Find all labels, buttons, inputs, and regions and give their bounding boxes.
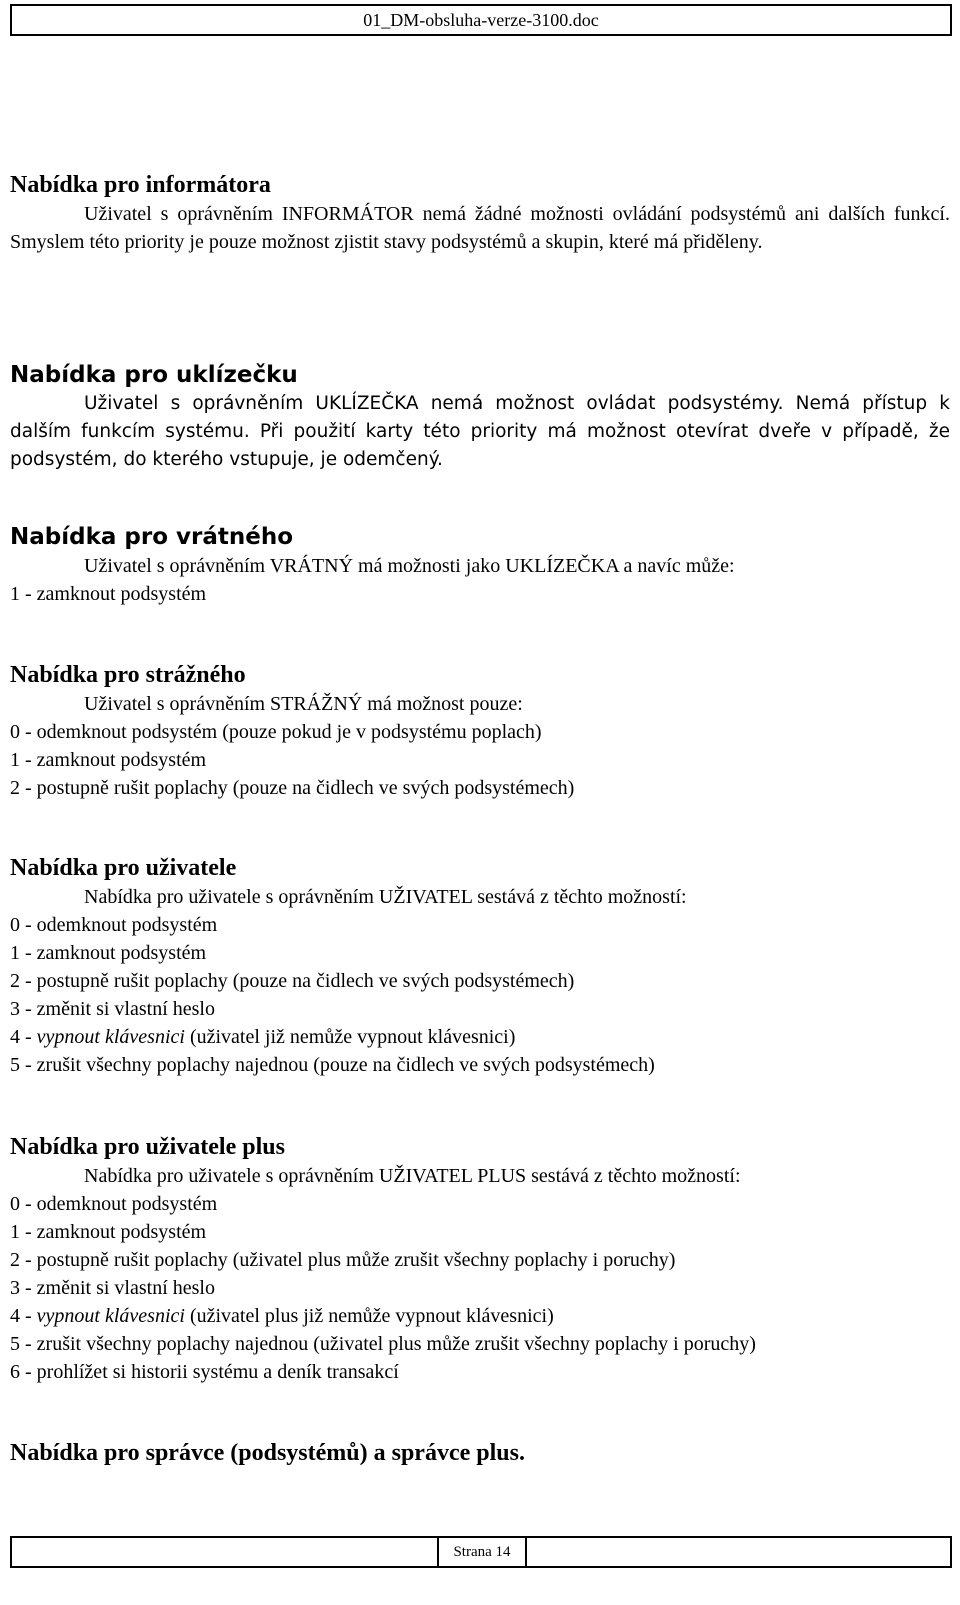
list-item: 6 - prohlížet si historii systému a deník transakcí	[10, 1361, 399, 1383]
document-filename: 01_DM-obsluha-verze-3100.doc	[363, 10, 599, 30]
list-item: 1 - zamknout podsystém	[10, 942, 207, 964]
section-uzivatel-plus	[10, 1132, 950, 1386]
section-intro: Nabídka pro uživatele s oprávněním UŽIVATEL PLUS sestává z těchto možností:	[84, 1165, 741, 1187]
section-title: Nabídka pro vrátného	[10, 524, 294, 550]
list-item	[10, 1302, 950, 1330]
list-item: 1 - zamknout podsystém	[10, 583, 207, 605]
section-uklizecka	[10, 360, 950, 474]
list-item: 2 - postupně rušit poplachy (pouze na čidlech ve svých podsystémech)	[10, 777, 575, 799]
section-informator	[10, 170, 950, 256]
section-vratny	[10, 522, 950, 552]
item-prefix: 4 -	[10, 1026, 37, 1048]
section-title: Nabídka pro uživatele	[10, 855, 237, 881]
page-header	[10, 4, 952, 36]
item-italic: vypnout klávesnici	[36, 1026, 185, 1048]
list-item: 0 - odemknout podsystém (pouze pokud je v podsystému poplach)	[10, 721, 542, 743]
section-spravce	[10, 1438, 950, 1468]
page-number: Strana 14	[437, 1536, 527, 1568]
section-title: Nabídka pro informátora	[10, 172, 271, 198]
section-text: Uživatel s oprávněním INFORMÁTOR nemá žádné možnosti ovládání podsystémů ani dalších funkcí. Smyslem této priority je pouze možnost zjistit stavy podsystémů a skupin, které má přiděleny.	[10, 203, 950, 253]
list-item: 1 - zamknout podsystém	[10, 749, 207, 771]
section-intro: Uživatel s oprávněním VRÁTNÝ má možnosti jako UKLÍZEČKA a navíc může:	[84, 555, 735, 577]
item-italic: vypnout klávesnici	[36, 1305, 185, 1327]
section-intro: Nabídka pro uživatele s oprávněním UŽIVATEL sestává z těchto možností:	[84, 886, 687, 908]
list-item	[10, 1023, 950, 1051]
list-item: 3 - změnit si vlastní heslo	[10, 998, 215, 1020]
list-item: 3 - změnit si vlastní heslo	[10, 1277, 215, 1299]
list-item: 2 - postupně rušit poplachy (uživatel plus může zrušit všechny poplachy i poruchy)	[10, 1249, 676, 1271]
section-uzivatel	[10, 853, 950, 1079]
list-item: 0 - odemknout podsystém	[10, 914, 218, 936]
section-title: Nabídka pro strážného	[10, 662, 246, 688]
section-strazny	[10, 660, 950, 802]
section-title: Nabídka pro uživatele plus	[10, 1134, 285, 1160]
list-item: 2 - postupně rušit poplachy (pouze na čidlech ve svých podsystémech)	[10, 970, 575, 992]
section-title: Nabídka pro správce (podsystémů) a správce plus.	[10, 1440, 525, 1466]
list-item: 5 - zrušit všechny poplachy najednou (uživatel plus může zrušit všechny poplachy i poruchy)	[10, 1333, 756, 1355]
section-title: Nabídka pro uklízečku	[10, 362, 298, 388]
section-text: Uživatel s oprávněním UKLÍZEČKA nemá možnost ovládat podsystémy. Nemá přístup k dalším funkcím systému. Při použití karty této priority má možnost otevírat dveře v případě, že podsystém, do kterého vstupuje, je odemčený.	[10, 393, 950, 470]
item-prefix: 4 -	[10, 1305, 37, 1327]
list-item: 1 - zamknout podsystém	[10, 1221, 207, 1243]
item-rest: (uživatel již nemůže vypnout klávesnici)	[184, 1026, 516, 1048]
page-footer	[10, 1536, 952, 1568]
section-vratny-body	[10, 552, 950, 608]
list-item: 0 - odemknout podsystém	[10, 1193, 218, 1215]
list-item: 5 - zrušit všechny poplachy najednou (pouze na čidlech ve svých podsystémech)	[10, 1054, 655, 1076]
item-rest: (uživatel plus již nemůže vypnout klávesnici)	[184, 1305, 554, 1327]
section-intro: Uživatel s oprávněním STRÁŽNÝ má možnost pouze:	[84, 693, 523, 715]
